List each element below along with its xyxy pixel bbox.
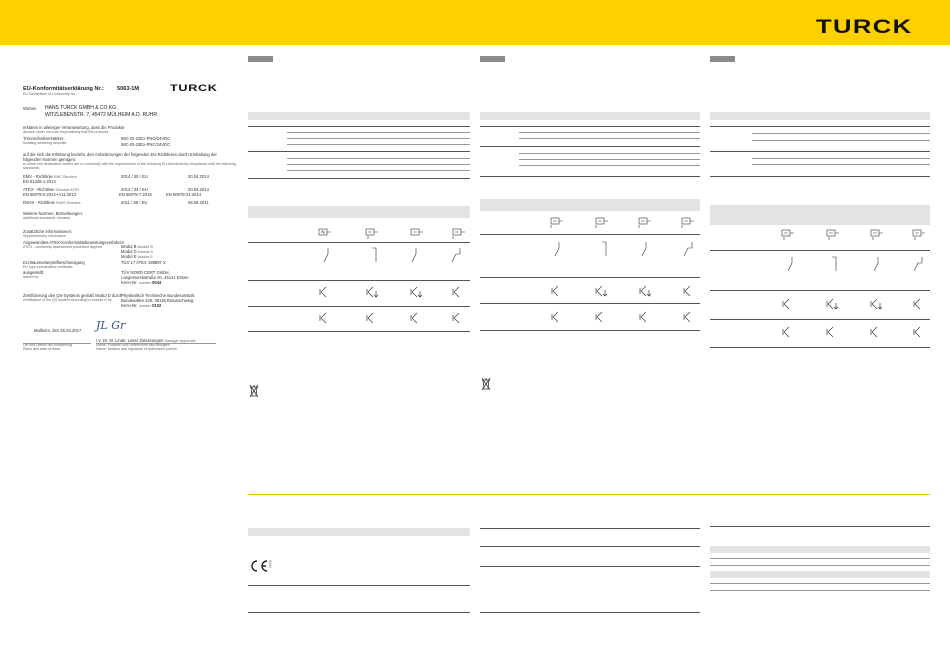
issued-en: issued by bbox=[23, 275, 39, 279]
qa-de: Zertifizierung des QS-Systems gemäß Modul D durch bbox=[23, 293, 123, 298]
section-divider bbox=[248, 494, 930, 495]
declare-de: erklären in alleiniger Verantwortung, dass die Produkte bbox=[23, 125, 125, 130]
transistor-icon bbox=[826, 297, 840, 311]
product-type-de: Trennschaltverstärker: bbox=[23, 136, 65, 141]
transistor-icon bbox=[595, 284, 609, 298]
panel-2-table-header bbox=[480, 112, 700, 120]
declaration-number: 5063-1M bbox=[117, 86, 140, 92]
sensor-icon bbox=[318, 227, 332, 237]
we-label: Wir/we: bbox=[23, 106, 37, 111]
rohs-label: RoHS - Richtlinie RoHS Directive bbox=[23, 200, 81, 205]
transistor-icon bbox=[870, 297, 884, 311]
name-label-en: Name, function and signature of authorized person bbox=[96, 347, 177, 351]
signature: JL Gr bbox=[96, 319, 126, 332]
company-line-1: HANS TURCK GMBH & CO KG bbox=[45, 105, 117, 111]
qa-body-3: Kenn-Nr. number 0102 bbox=[121, 303, 162, 308]
notified-body-2: Langemarckstraße 20, 45141 Essen bbox=[121, 275, 189, 280]
ce-number: 0102 bbox=[268, 560, 272, 568]
transistor-icon bbox=[452, 311, 466, 325]
product-type-en: Isolating switching amplifier bbox=[23, 141, 67, 145]
top-banner bbox=[0, 0, 950, 45]
transistor-icon bbox=[683, 284, 697, 298]
sensor-icon bbox=[681, 216, 695, 228]
panel-3-bottom-bar-1 bbox=[710, 546, 930, 553]
transistor-icon bbox=[551, 310, 565, 324]
panel-1-tag bbox=[248, 56, 273, 62]
qa-body-2: Bundesallee 100, 38116 Braunschweig bbox=[121, 298, 194, 303]
transistor-icon bbox=[595, 310, 609, 324]
qa-body-1: Physikalisch Technische Bundesanstalt, bbox=[121, 293, 195, 298]
modul-d: Modul D Module D bbox=[121, 249, 154, 254]
panel-1-bottom-header bbox=[248, 528, 470, 536]
panel-3-table-header bbox=[710, 112, 930, 120]
signal-curve-icon bbox=[872, 255, 884, 273]
signatory: i.V. Dr. M. Linde, Leiter Zulassungen Manager Approvals bbox=[96, 338, 196, 343]
modul-e: Modul E Module E bbox=[121, 254, 153, 259]
issued-de: ausgestellt: bbox=[23, 270, 45, 275]
panel-1-table-header bbox=[248, 112, 470, 120]
transistor-icon bbox=[319, 311, 333, 325]
transistor-icon bbox=[870, 325, 884, 339]
atex-standard-1: EN 60079-0:2012+A11:2013 bbox=[23, 192, 76, 197]
sensor-icon bbox=[638, 216, 652, 228]
sensor-icon bbox=[365, 227, 379, 239]
transistor-icon bbox=[366, 285, 380, 299]
signal-curve-icon bbox=[682, 240, 694, 258]
transistor-icon bbox=[913, 297, 927, 311]
atex-label: ATEX - Richtlinie Directive ATEX bbox=[23, 187, 80, 192]
transistor-icon bbox=[683, 310, 697, 324]
sensor-icon bbox=[550, 216, 564, 228]
company-line-2: WITZLEBENSTR. 7, 45472 MÜLHEIM A.D. RUHR bbox=[45, 112, 157, 118]
directive-intro-en: to which this declaration relates are in conformity with the requirements of the following EU-directives by compliance with the following bbox=[23, 162, 236, 166]
emv-directive: 2014 / 30 / EU bbox=[121, 174, 148, 179]
product-2: IMC-DI-22Ex-PNC/24VDC bbox=[121, 142, 171, 147]
rohs-date: 08.06.2011 bbox=[188, 200, 209, 205]
signal-curve-icon bbox=[600, 240, 612, 258]
place-label-en: Place and date of issue bbox=[23, 347, 61, 351]
transistor-icon bbox=[782, 325, 796, 339]
directive-intro-de: auf die sich die Erklärung bezieht, den Anforderungen der folgenden EU-Richtlinien durch Einhaltung der bbox=[23, 152, 217, 157]
signal-curve-icon bbox=[322, 246, 334, 264]
transistor-icon bbox=[319, 285, 333, 299]
panel-3-bottom-bar-2 bbox=[710, 571, 930, 578]
panel-3-tag bbox=[710, 56, 735, 62]
crossed-bin-icon bbox=[481, 377, 491, 391]
panel-2-tag bbox=[480, 56, 505, 62]
sensor-icon bbox=[781, 228, 795, 240]
transistor-icon bbox=[782, 297, 796, 311]
atex-standard-2: EN 60079-7:2015 bbox=[119, 192, 152, 197]
transistor-icon bbox=[639, 310, 653, 324]
atex-date: 20.04.2014 bbox=[188, 187, 209, 192]
signal-curve-icon bbox=[450, 246, 462, 264]
signal-curve-icon bbox=[830, 255, 842, 273]
signal-curve-icon bbox=[640, 240, 652, 258]
emv-label: EMV - Richtlinie EMC Directive bbox=[23, 174, 77, 179]
extra-info-en: Supplementary information bbox=[23, 234, 66, 238]
transistor-icon bbox=[639, 284, 653, 298]
atex-directive: 2014 / 34 / EU bbox=[121, 187, 148, 192]
transistor-icon bbox=[410, 285, 424, 299]
declare-en: declare under our sole responsibility that the products bbox=[23, 130, 109, 134]
further-standards-en: additional standards, remarks bbox=[23, 216, 71, 220]
sensor-icon bbox=[595, 216, 609, 228]
panel-3-switch-table-header bbox=[710, 205, 930, 225]
signal-curve-icon bbox=[786, 255, 798, 273]
certificate-number: TÜV 17 ATEX 198897 X bbox=[121, 260, 166, 265]
place-date: Mülheim, den 25.04.2017 bbox=[34, 328, 82, 333]
examination-de: EU-Baumusterprüfbescheinigung bbox=[23, 260, 85, 265]
atex-standard-3: EN 60079-31:2014 bbox=[166, 192, 202, 197]
signal-curve-icon bbox=[370, 246, 382, 264]
transistor-icon bbox=[410, 311, 424, 325]
modul-b: Modul B Module B bbox=[121, 244, 153, 249]
qa-en: certification of the QS-system according to module D by bbox=[23, 298, 112, 302]
declaration-title-de: EU-Konformitätserklärung Nr.: bbox=[23, 86, 104, 92]
rohs-directive: 2011 / 65 / EU bbox=[121, 200, 148, 205]
signal-curve-icon bbox=[410, 246, 422, 264]
notified-body-3: Kenn-Nr. number 0044 bbox=[121, 280, 162, 285]
turck-logo: TURCK bbox=[815, 17, 912, 38]
directive-intro-en2: standards: bbox=[23, 166, 40, 170]
transistor-icon bbox=[452, 285, 466, 299]
name-label-de: Name, Funktion und Unterschrift des Befugten bbox=[96, 343, 170, 347]
signal-curve-icon bbox=[912, 255, 924, 273]
emv-standard: EN 61326-1:2013 bbox=[23, 179, 56, 184]
extra-info-de: Zusätzliche Informationen: bbox=[23, 229, 73, 234]
place-label-de: Ort und Datum der Ausstellung bbox=[23, 343, 73, 347]
transistor-icon bbox=[826, 325, 840, 339]
transistor-icon bbox=[551, 284, 565, 298]
examination-en: EU type examination certificate bbox=[23, 265, 73, 269]
crossed-bin-icon bbox=[249, 384, 259, 398]
panel-1-switch-table-header bbox=[248, 206, 470, 218]
transistor-icon bbox=[913, 325, 927, 339]
directive-intro-de2: folgenden Normen genügen: bbox=[23, 157, 77, 162]
product-1: IMC-DI-22Ex-PNO/24VDC bbox=[121, 136, 171, 141]
emv-date: 20.04.2014 bbox=[188, 174, 209, 179]
declaration-title-en: EU Declaration of Conformity No.: bbox=[23, 92, 78, 96]
sensor-icon bbox=[410, 227, 424, 237]
sensor-icon bbox=[870, 228, 884, 240]
panel-2-switch-table-header bbox=[480, 199, 700, 211]
transistor-icon bbox=[366, 311, 380, 325]
sensor-icon bbox=[912, 228, 926, 240]
declaration-logo: TURCK bbox=[170, 83, 218, 93]
procedure-en: ATEX - conformity assessment procedure applied bbox=[23, 245, 102, 249]
procedure-de: Angewandtes ATEX-Konformitätsbewertungsverfahren bbox=[23, 240, 125, 245]
signal-curve-icon bbox=[553, 240, 565, 258]
sensor-icon bbox=[452, 227, 466, 239]
sensor-icon bbox=[826, 228, 840, 240]
further-standards-de: Weitere Normen, Bemerkungen: bbox=[23, 211, 83, 216]
notified-body-1: TÜV NORD CERT GmbH, bbox=[121, 270, 170, 275]
